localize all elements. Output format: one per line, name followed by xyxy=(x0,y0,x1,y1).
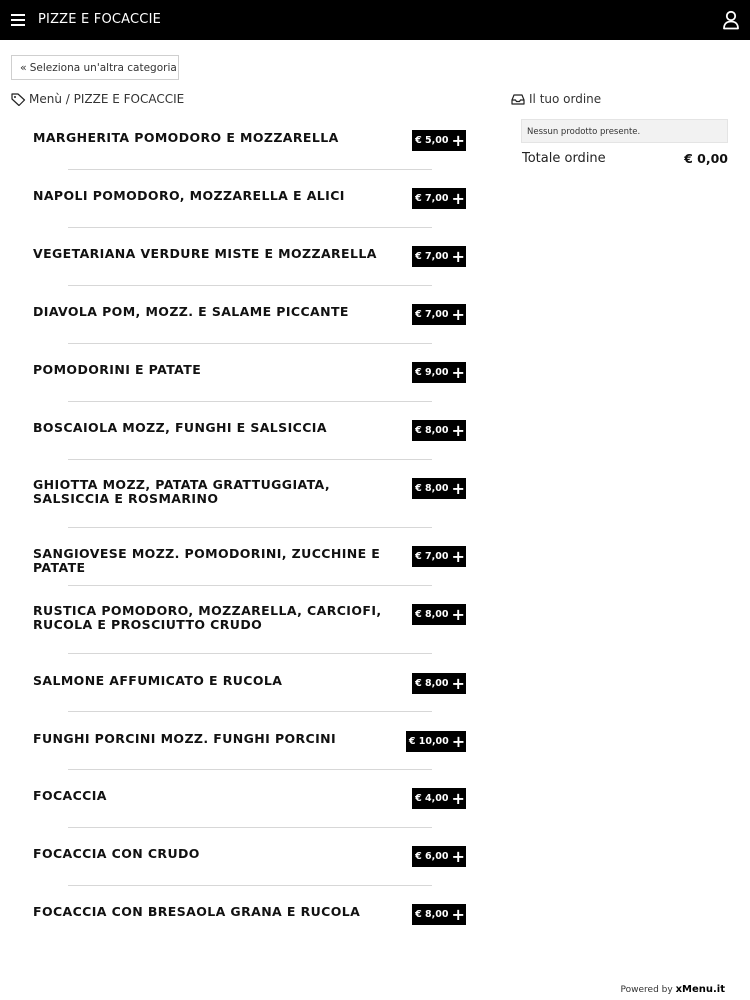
product-price: € 8,00 xyxy=(415,425,449,436)
divider xyxy=(68,169,432,170)
plus-icon: + xyxy=(451,673,465,693)
product-price: € 4,00 xyxy=(415,793,449,804)
product-name: FOCACCIA CON CRUDO xyxy=(33,846,200,861)
add-product-button[interactable] xyxy=(412,362,466,383)
product-name: GHIOTTA MOZZ, PATATA GRATTUGGIATA, SALSICCIA E ROSMARINO xyxy=(33,477,331,506)
product-price: € 7,00 xyxy=(415,551,449,562)
plus-icon: + xyxy=(451,304,465,324)
product-name: MARGHERITA POMODORO E MOZZARELLA xyxy=(33,130,339,145)
product-price: € 7,00 xyxy=(415,309,449,320)
product-name: DIAVOLA POM, MOZZ. E SALAME PICCANTE xyxy=(33,304,349,319)
add-product-button[interactable] xyxy=(412,904,466,925)
plus-icon: + xyxy=(451,188,465,208)
product-name: FOCACCIA xyxy=(33,788,107,803)
product-name: NAPOLI POMODORO, MOZZARELLA E ALICI xyxy=(33,188,345,203)
plus-icon: + xyxy=(451,546,465,566)
add-product-button[interactable] xyxy=(412,304,466,325)
product-name: SANGIOVESE MOZZ. POMODORINI, ZUCCHINE E PATATE xyxy=(33,546,381,575)
product-price: € 6,00 xyxy=(415,851,449,862)
product-price: € 8,00 xyxy=(415,483,449,494)
powered-by xyxy=(621,984,725,995)
divider xyxy=(68,227,432,228)
order-title xyxy=(511,92,601,106)
top-bar xyxy=(0,0,750,40)
product-price: € 9,00 xyxy=(415,367,449,378)
divider xyxy=(68,769,432,770)
add-product-button[interactable] xyxy=(412,188,466,209)
inbox-icon xyxy=(511,94,525,105)
product-name: FUNGHI PORCINI MOZZ. FUNGHI PORCINI xyxy=(33,731,337,746)
plus-icon: + xyxy=(451,362,465,382)
divider xyxy=(68,343,432,344)
select-category-button[interactable] xyxy=(11,55,179,80)
select-category-label: Seleziona un'altra categoria xyxy=(29,61,177,74)
add-product-button[interactable] xyxy=(412,130,466,151)
breadcrumb xyxy=(11,92,184,106)
add-product-button[interactable] xyxy=(412,420,466,441)
add-product-button[interactable] xyxy=(412,846,466,867)
product-price: € 8,00 xyxy=(415,909,449,920)
plus-icon: + xyxy=(451,604,465,624)
double-chevron-left-icon: « xyxy=(20,61,27,74)
add-product-button[interactable] xyxy=(412,246,466,267)
plus-icon: + xyxy=(451,846,465,866)
order-total-value: € 0,00 xyxy=(684,151,728,166)
order-total-label: Totale ordine xyxy=(522,151,606,166)
product-name: BOSCAIOLA MOZZ, FUNGHI E SALSICCIA xyxy=(33,420,327,435)
powered-prefix: Powered by xyxy=(620,985,673,995)
product-name: FOCACCIA CON BRESAOLA GRANA E RUCOLA xyxy=(33,904,361,919)
hamburger-icon[interactable] xyxy=(11,14,25,26)
product-name: RUSTICA POMODORO, MOZZARELLA, CARCIOFI, RUCOLA E PROSCIUTTO CRUDO xyxy=(33,603,382,632)
order-empty-message: Nessun prodotto presente. xyxy=(521,119,728,143)
brand-link[interactable]: xMenu.it xyxy=(675,984,725,995)
plus-icon: + xyxy=(451,246,465,266)
plus-icon: + xyxy=(451,731,466,751)
product-price: € 7,00 xyxy=(415,193,449,204)
add-product-button[interactable] xyxy=(412,604,466,625)
divider xyxy=(68,285,432,286)
divider xyxy=(68,653,432,654)
add-product-button[interactable] xyxy=(412,788,466,809)
divider xyxy=(68,527,432,528)
product-price: € 8,00 xyxy=(415,609,449,620)
product-name: POMODORINI E PATATE xyxy=(33,362,202,377)
order-title-text: Il tuo ordine xyxy=(529,92,602,106)
add-product-button[interactable] xyxy=(412,478,466,499)
product-name: VEGETARIANA VERDURE MISTE E MOZZARELLA xyxy=(33,246,377,261)
divider xyxy=(68,711,432,712)
product-price: € 5,00 xyxy=(415,135,449,146)
add-product-button[interactable] xyxy=(406,731,466,752)
product-price: € 8,00 xyxy=(415,678,449,689)
page-title: PIZZE E FOCACCIE xyxy=(38,12,162,27)
plus-icon: + xyxy=(451,904,465,924)
plus-icon: + xyxy=(451,478,465,498)
divider xyxy=(68,459,432,460)
product-price: € 10,00 xyxy=(408,736,449,747)
user-icon[interactable] xyxy=(722,10,740,30)
product-name: SALMONE AFFUMICATO E RUCOLA xyxy=(33,673,283,688)
divider xyxy=(68,885,432,886)
tag-icon xyxy=(11,93,26,106)
divider xyxy=(68,827,432,828)
plus-icon: + xyxy=(451,788,465,808)
add-product-button[interactable] xyxy=(412,546,466,567)
breadcrumb-text: Menù / PIZZE E FOCACCIE xyxy=(29,92,185,106)
add-product-button[interactable] xyxy=(412,673,466,694)
divider xyxy=(68,585,432,586)
plus-icon: + xyxy=(451,420,465,440)
divider xyxy=(68,401,432,402)
product-price: € 7,00 xyxy=(415,251,449,262)
plus-icon: + xyxy=(451,130,465,150)
